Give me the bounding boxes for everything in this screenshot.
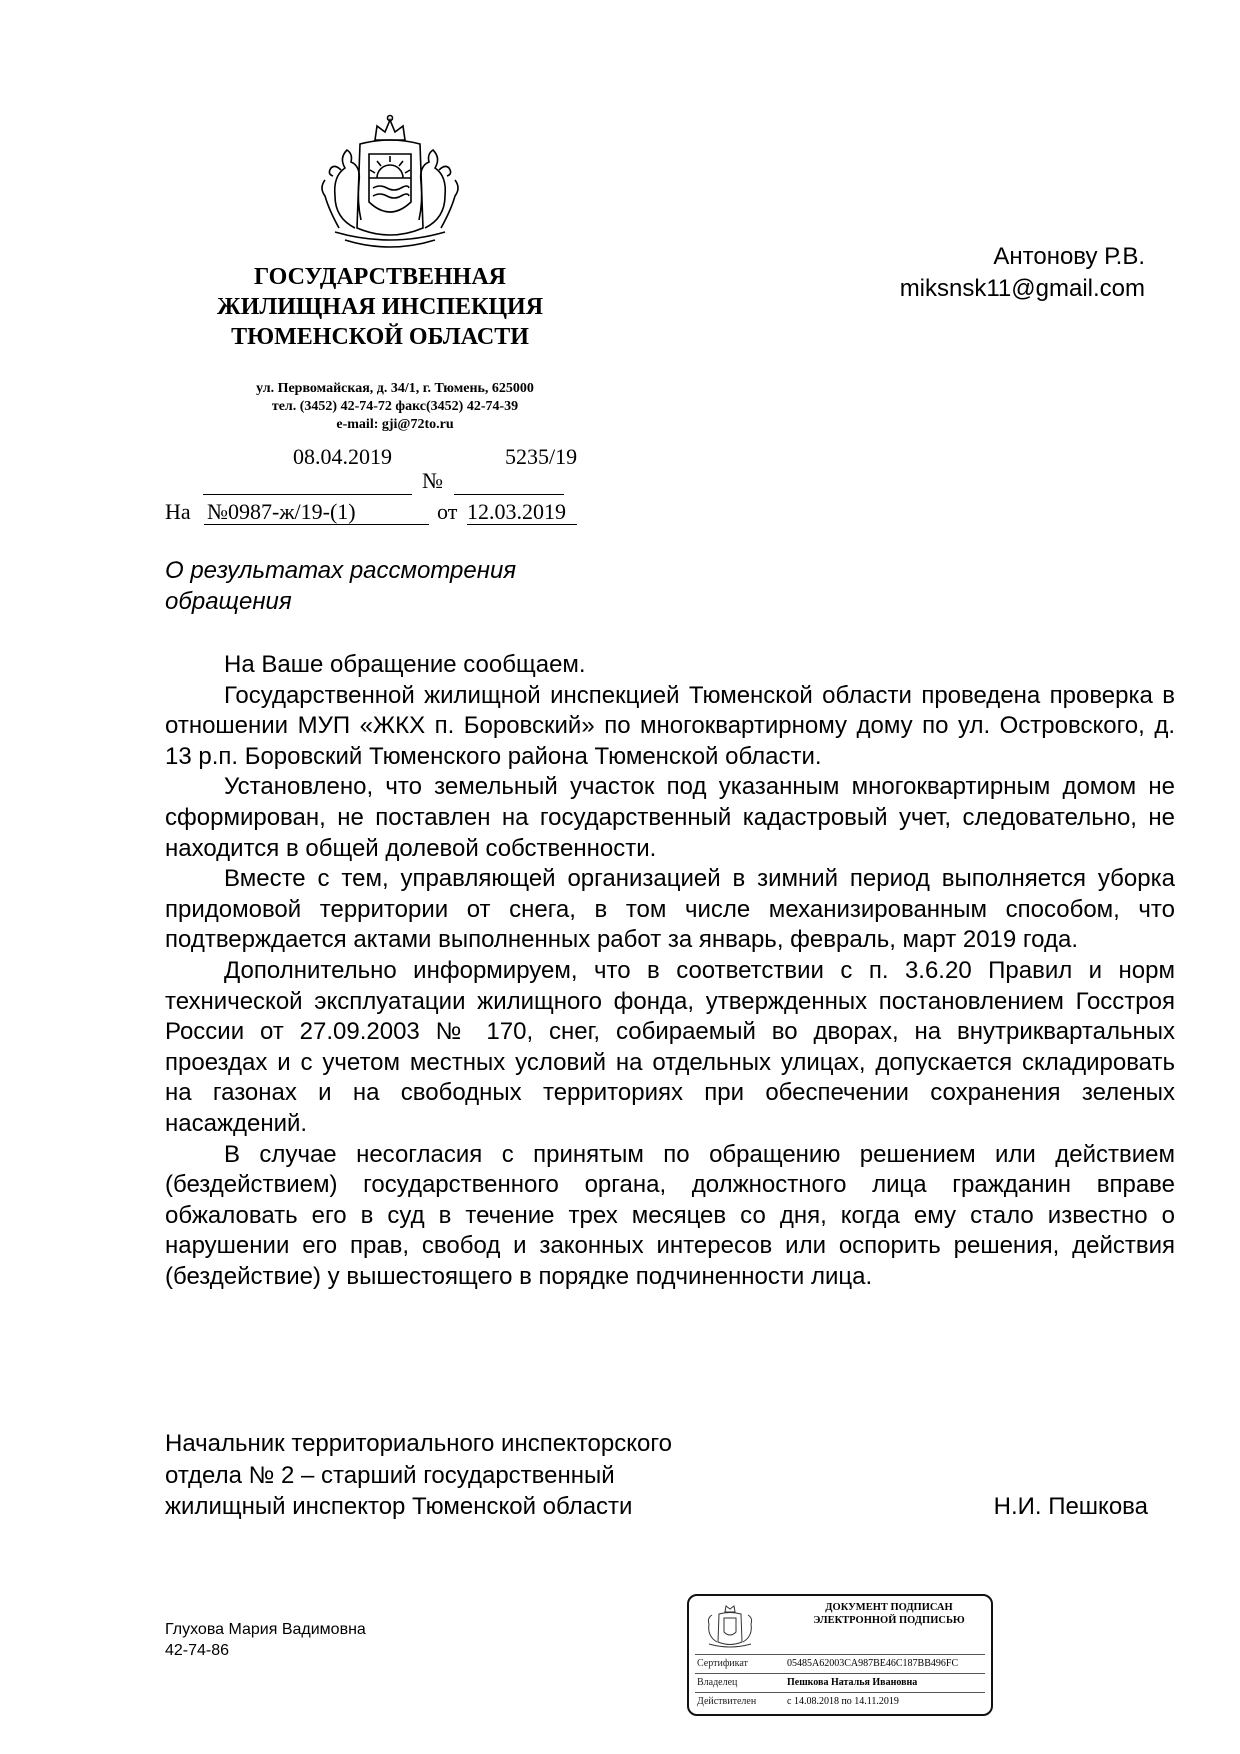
stamp-title-line: ЭЛЕКТРОННОЙ ПОДПИСЬЮ: [813, 1615, 965, 1626]
signer-name: Н.И. Пешкова: [993, 1493, 1148, 1520]
organization-name: [205, 262, 555, 352]
recipient-block: [900, 241, 1145, 305]
recipient-email: miksnsk11@gmail.com: [899, 275, 1145, 302]
stamp-validity-label: Действителен: [697, 1696, 757, 1707]
stamp-owner-value: Пешкова Наталья Ивановна: [787, 1677, 918, 1688]
registration-date: 08.04.2019: [293, 444, 392, 469]
organization-phone-fax: тел. (3452) 42-74-72 факс(3452) 42-74-39: [271, 399, 519, 414]
signer-position: [165, 1428, 672, 1523]
executor-phone: 42-74-86: [165, 1642, 230, 1659]
stamp-emblem-icon: [697, 1602, 763, 1648]
organization-name-line: ЖИЛИЩНАЯ ИНСПЕКЦИЯ: [216, 294, 544, 320]
stamp-title: [789, 1601, 989, 1627]
electronic-signature-stamp: [687, 1594, 993, 1716]
organization-contacts: [205, 380, 585, 434]
reference-from: от: [437, 499, 458, 524]
stamp-owner-label: Владелец: [697, 1677, 738, 1688]
registration-number: 5235/19: [505, 444, 578, 469]
signer-position-line: жилищный инспектор Тюменской области: [165, 1493, 633, 1520]
stamp-divider: [695, 1654, 985, 1655]
reference-date-underline: [467, 524, 577, 525]
body-paragraph: В случае несогласия с принятым по обращению решением или действием (бездействием) государственного органа, должностного лица гражданин вправе обжаловать его в суд в течение трех месяцев со дня, когда ему стало известно о нарушении его прав, свобод и законных интересов или оспорить решения, действия (бездействие) у вышестоящего в порядке подчиненности лица.: [165, 1140, 1175, 1290]
body-paragraph: На Ваше обращение сообщаем.: [224, 651, 586, 678]
reference-number: №0987-ж/19-(1): [207, 499, 356, 524]
reference-date: 12.03.2019: [467, 499, 566, 524]
subject-line: обращения: [165, 588, 292, 615]
reference-prefix: На: [165, 499, 191, 524]
stamp-divider: [695, 1692, 985, 1693]
stamp-divider: [695, 1673, 985, 1674]
signer-position-line: отдела № 2 – старший государственный: [165, 1461, 615, 1489]
organization-address: ул. Первомайская, д. 34/1, г. Тюмень, 625000: [256, 381, 534, 396]
body-paragraph: Государственной жилищной инспекцией Тюменской области проведена проверка в отношении МУП «ЖКХ п. Боровский» по многоквартирному дому по ул. Островского, д. 13 р.п. Боровский Тюменского района Тюменской области.: [165, 681, 1175, 770]
registration-number-sign: №: [422, 468, 443, 493]
stamp-title-line: ДОКУМЕНТ ПОДПИСАН: [825, 1602, 953, 1613]
executor-block: [165, 1619, 366, 1661]
stamp-certificate-label: Сертификат: [697, 1658, 748, 1669]
executor-name: Глухова Мария Вадимовна: [165, 1621, 366, 1638]
coat-of-arms-emblem: [305, 110, 475, 260]
stamp-certificate-row: [697, 1658, 958, 1670]
body-paragraph: Установлено, что земельный участок под указанным многоквартирным домом не сформирован, не поставлен на государственный кадастровый учет, следовательно, не находится в общей долевой собственности.: [165, 773, 1175, 862]
stamp-validity-value: с 14.08.2018 по 14.11.2019: [787, 1696, 899, 1707]
body-paragraph: Дополнительно информируем, что в соответствии с п. 3.6.20 Правил и норм технической эксплуатации жилищного фонда, утвержденных постановлением Госстроя России от 27.09.2003 № 170, снег, собираемый во дворах, на внутриквартальных проездах и с учетом местных условий на отдельных улицах, допускается складировать на газонах и на свободных территориях при обеспечении сохранения зеленых насаждений.: [165, 956, 1175, 1137]
recipient-name: Антонову Р.В.: [993, 243, 1145, 270]
registration-number-underline: [454, 494, 564, 495]
organization-email: e-mail: gji@72to.ru: [336, 417, 454, 432]
stamp-validity-row: [697, 1696, 899, 1708]
organization-name-line: ТЮМЕНСКОЙ ОБЛАСТИ: [231, 324, 529, 350]
letter-subject: [165, 555, 516, 617]
signer-position-line: Начальник территориального инспекторского: [165, 1430, 672, 1457]
reference-number-underline: [204, 524, 429, 525]
body-paragraph: Вместе с тем, управляющей организацией в зимний период выполняется уборка придомовой территории от снега, в том числе механизированным способом, что подтверждается актами выполненных работ за январь, февраль, март 2019 года.: [165, 865, 1175, 954]
letter-body: [165, 650, 1175, 1292]
subject-line: О результатах рассмотрения: [165, 557, 517, 584]
registration-date-underline: [203, 494, 412, 495]
organization-name-line: ГОСУДАРСТВЕННАЯ: [254, 264, 506, 290]
stamp-certificate-value: 05485A62003CA987BE46C187BB496FC: [787, 1658, 959, 1669]
stamp-owner-row: [697, 1677, 917, 1689]
